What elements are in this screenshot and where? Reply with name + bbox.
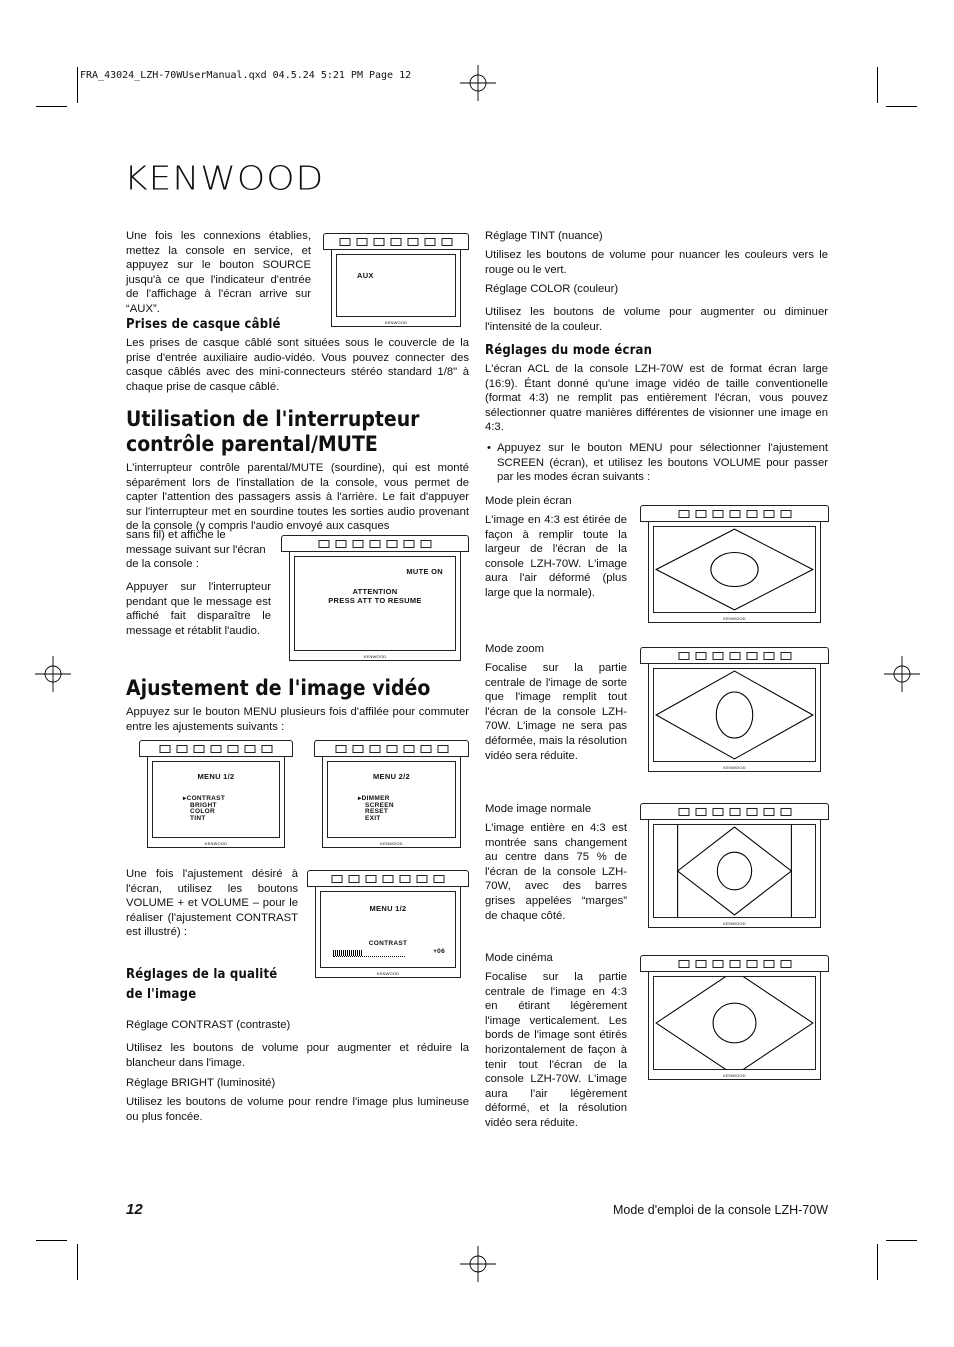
mute-text-continued: sans fil) et affiche le message suivant sur l'écran de la console : <box>126 529 266 571</box>
full-mode-diagram <box>654 527 815 612</box>
monitor-zoom-mode-illustration <box>640 647 829 772</box>
osd-mute-on: MUTE ON <box>406 567 443 576</box>
monitor-brand: KENWOOD <box>384 320 408 325</box>
osd-item: COLOR <box>190 808 215 815</box>
registration-mark <box>460 65 496 101</box>
monitor-cinema-mode-illustration <box>640 955 829 1080</box>
contrast-text: Utilisez les boutons de volume pour augmenter et réduire la blancheur dans l'image. <box>126 1042 469 1069</box>
osd-menu1-title: MENU 1/2 <box>197 772 235 781</box>
heading-ajustement-video: Ajustement de l'image vidéo <box>126 676 431 700</box>
footer-title: Mode d'emploi de la console LZH-70W <box>613 1203 828 1217</box>
osd-item: SCREEN <box>365 801 394 809</box>
normal-mode-diagram <box>654 825 815 917</box>
file-slug: FRA_43024_LZH-70WUserManual.qxd 04.5.24 5:21 PM Page 12 <box>80 70 412 81</box>
osd-aux: AUX <box>357 271 374 280</box>
monitor-brand: KENWOOD <box>723 1073 746 1078</box>
casque-text: Les prises de casque câblé sont situées sous le couvercle de la prise d'entrée auxiliaire audio-vidéo. Vous pouvez connecter des casque câblés avec des mini-connecteurs stéréo standard 1/8" à chaque prise de casque câblé. <box>126 337 469 393</box>
mute-text: L'interrupteur contrôle parental/MUTE (sourdine), qui est monté séparément lors de l'installation de la console, vous permet de capter l'attention des passagers assis à l'arrière. Le fait d'appuyer sur l'interrupteur met en sourdine toutes les sorties audio provenant de la console (y compris l'audio envoyé aux casques <box>126 462 469 533</box>
monitor-mute-illustration <box>281 535 469 661</box>
osd-contrast-label: CONTRAST <box>368 940 408 947</box>
osd-item: BRIGHT <box>190 801 217 809</box>
monitor-full-mode-illustration <box>640 505 829 623</box>
heading-mute-line2: contrôle parental/MUTE <box>126 432 378 456</box>
heading-quality-line2: de l'image <box>126 987 197 1002</box>
tint-title: Réglage TINT (nuance) <box>485 230 603 242</box>
osd-attention: ATTENTION <box>352 587 398 596</box>
cinema-mode-diagram <box>654 977 815 1069</box>
full-mode-text: L'image en 4:3 est étirée de façon à remplir toute la largeur de l'écran de la console LZH-70W. L'image aura l'air déformé (plus large que la normale). <box>485 514 627 599</box>
monitor-contrast-illustration <box>307 870 469 978</box>
osd-item: TINT <box>190 814 206 822</box>
crop-mark <box>886 106 917 107</box>
tint-text: Utilisez les boutons de volume pour nuancer les couleurs vers le rouge ou le vert. <box>485 249 828 276</box>
crop-mark <box>36 1240 67 1241</box>
video-text: Appuyez sur le bouton MENU plusieurs fois d'affilée pour commuter entre les ajustements suivants : <box>126 706 469 733</box>
osd-menu1-items <box>183 796 225 822</box>
monitor-brand: KENWOOD <box>380 841 403 846</box>
osd-item: ▸DIMMER <box>358 795 390 802</box>
screen-bullet-text: Appuyez sur le bouton MENU pour sélectionner l'ajustement SCREEN (écran), et utilisez les boutons VOLUME pour passer par les modes écran suivants : <box>497 442 828 484</box>
heading-mute-line1: Utilisation de l'interrupteur <box>126 407 420 431</box>
registration-mark <box>35 656 71 692</box>
contrast-level-fill <box>333 950 363 956</box>
cinema-mode-text: Focalise sur la partie centrale de l'image en 4:3 en étirant légèrement l'image verticalement. Les bords de l'image sont étirés horizontalement de façon à tenir tout l'écran de la console LZH-70W. L'image aura l'air légèrement déformé, et la résolution vidéo sera réduite. <box>485 971 627 1129</box>
monitor-normal-mode-illustration <box>640 803 829 928</box>
crop-mark <box>77 67 78 103</box>
osd-item: ▸CONTRAST <box>183 795 226 802</box>
page-number: 12 <box>126 1201 143 1218</box>
bright-title: Réglage BRIGHT (luminosité) <box>126 1077 276 1089</box>
screen-bullet <box>487 441 828 485</box>
monitor-brand: KENWOOD <box>723 765 746 770</box>
kenwood-logo: KENWOOD <box>124 160 325 198</box>
heading-screen-modes: Réglages du mode écran <box>485 343 653 358</box>
normal-mode-text: L'image entière en 4:3 est montrée sans changement au centre dans 75 % de l'écran de la console LZH-70W, avec des barres grises appelées “marges” de chaque côté. <box>485 822 627 922</box>
crop-mark <box>36 106 67 107</box>
selector-arrow-icon: ▸ <box>358 795 362 802</box>
adjust-text: Une fois l'ajustement désiré à l'écran, utilisez les boutons VOLUME + et VOLUME – pour le réaliser (l'ajustement CONTRAST est illustré) : <box>126 868 298 939</box>
contrast-title: Réglage CONTRAST (contraste) <box>126 1019 291 1031</box>
zoom-mode-diagram <box>654 669 815 761</box>
registration-mark <box>460 1246 496 1282</box>
monitor-brand: KENWOOD <box>723 616 746 621</box>
osd-item: EXIT <box>365 814 381 822</box>
osd-menu2-items <box>358 796 394 822</box>
color-title: Réglage COLOR (couleur) <box>485 283 619 295</box>
normal-mode-title: Mode image normale <box>485 803 592 815</box>
monitor-aux-illustration <box>323 233 469 327</box>
monitor-brand: KENWOOD <box>376 971 400 976</box>
cinema-mode-title: Mode cinéma <box>485 952 553 964</box>
crop-mark <box>877 67 878 103</box>
monitor-menu1-illustration <box>139 740 293 848</box>
crop-mark <box>877 1244 878 1280</box>
monitor-brand: KENWOOD <box>363 654 387 659</box>
bright-text: Utilisez les boutons de volume pour rendre l'image plus lumineuse ou plus foncée. <box>126 1096 469 1123</box>
monitor-brand: KENWOOD <box>723 921 746 926</box>
osd-contrast-menu-title: MENU 1/2 <box>369 904 407 913</box>
osd-press-att: PRESS ATT TO RESUME <box>328 596 422 605</box>
contrast-level-bar <box>333 950 405 957</box>
monitor-menu2-illustration <box>314 740 469 848</box>
osd-menu2-title: MENU 2/2 <box>373 772 410 781</box>
screen-text: L'écran ACL de la console LZH-70W est de format écran large (16:9). Étant donné qu'une image vidéo de taille conventionelle (format 4:3) ne remplit pas entièrement l'écran, vous pouvez sélectionner quatre manières différentes de visionner une image en 4:3. <box>485 363 828 434</box>
monitor-brand: KENWOOD <box>204 841 228 846</box>
registration-mark <box>884 656 920 692</box>
heading-prises-casque: Prises de casque câblé <box>126 317 281 332</box>
osd-contrast-value: +06 <box>433 948 445 955</box>
crop-mark <box>77 1244 78 1280</box>
mute-release-text: Appuyer sur l'interrupteur pendant que le message est affiché fait disparaître le message et rétablit l'audio. <box>126 581 271 637</box>
crop-mark <box>886 1240 917 1241</box>
osd-item: RESET <box>365 808 389 815</box>
selector-arrow-icon: ▸ <box>183 795 187 802</box>
full-mode-title: Mode plein écran <box>485 495 572 507</box>
intro-text: Une fois les connexions établies, mettez la console en service, et appuyez sur le bouton SOURCE jusqu'à ce que l'indicateur d'entrée de l'affichage à l'écran arrive sur “AUX”. <box>126 230 311 315</box>
heading-quality-line1: Réglages de la qualité <box>126 967 278 982</box>
zoom-mode-title: Mode zoom <box>485 643 545 655</box>
bullet-icon: • <box>487 442 491 454</box>
zoom-mode-text: Focalise sur la partie centrale de l'image de sorte que l'image remplit tout l'écran de la console LZH-70W. L'image ne sera pas déformée, mais la résolution vidéo sera réduite. <box>485 662 627 762</box>
color-text: Utilisez les boutons de volume pour augmenter ou diminuer l'intensité de la couleur. <box>485 306 828 333</box>
